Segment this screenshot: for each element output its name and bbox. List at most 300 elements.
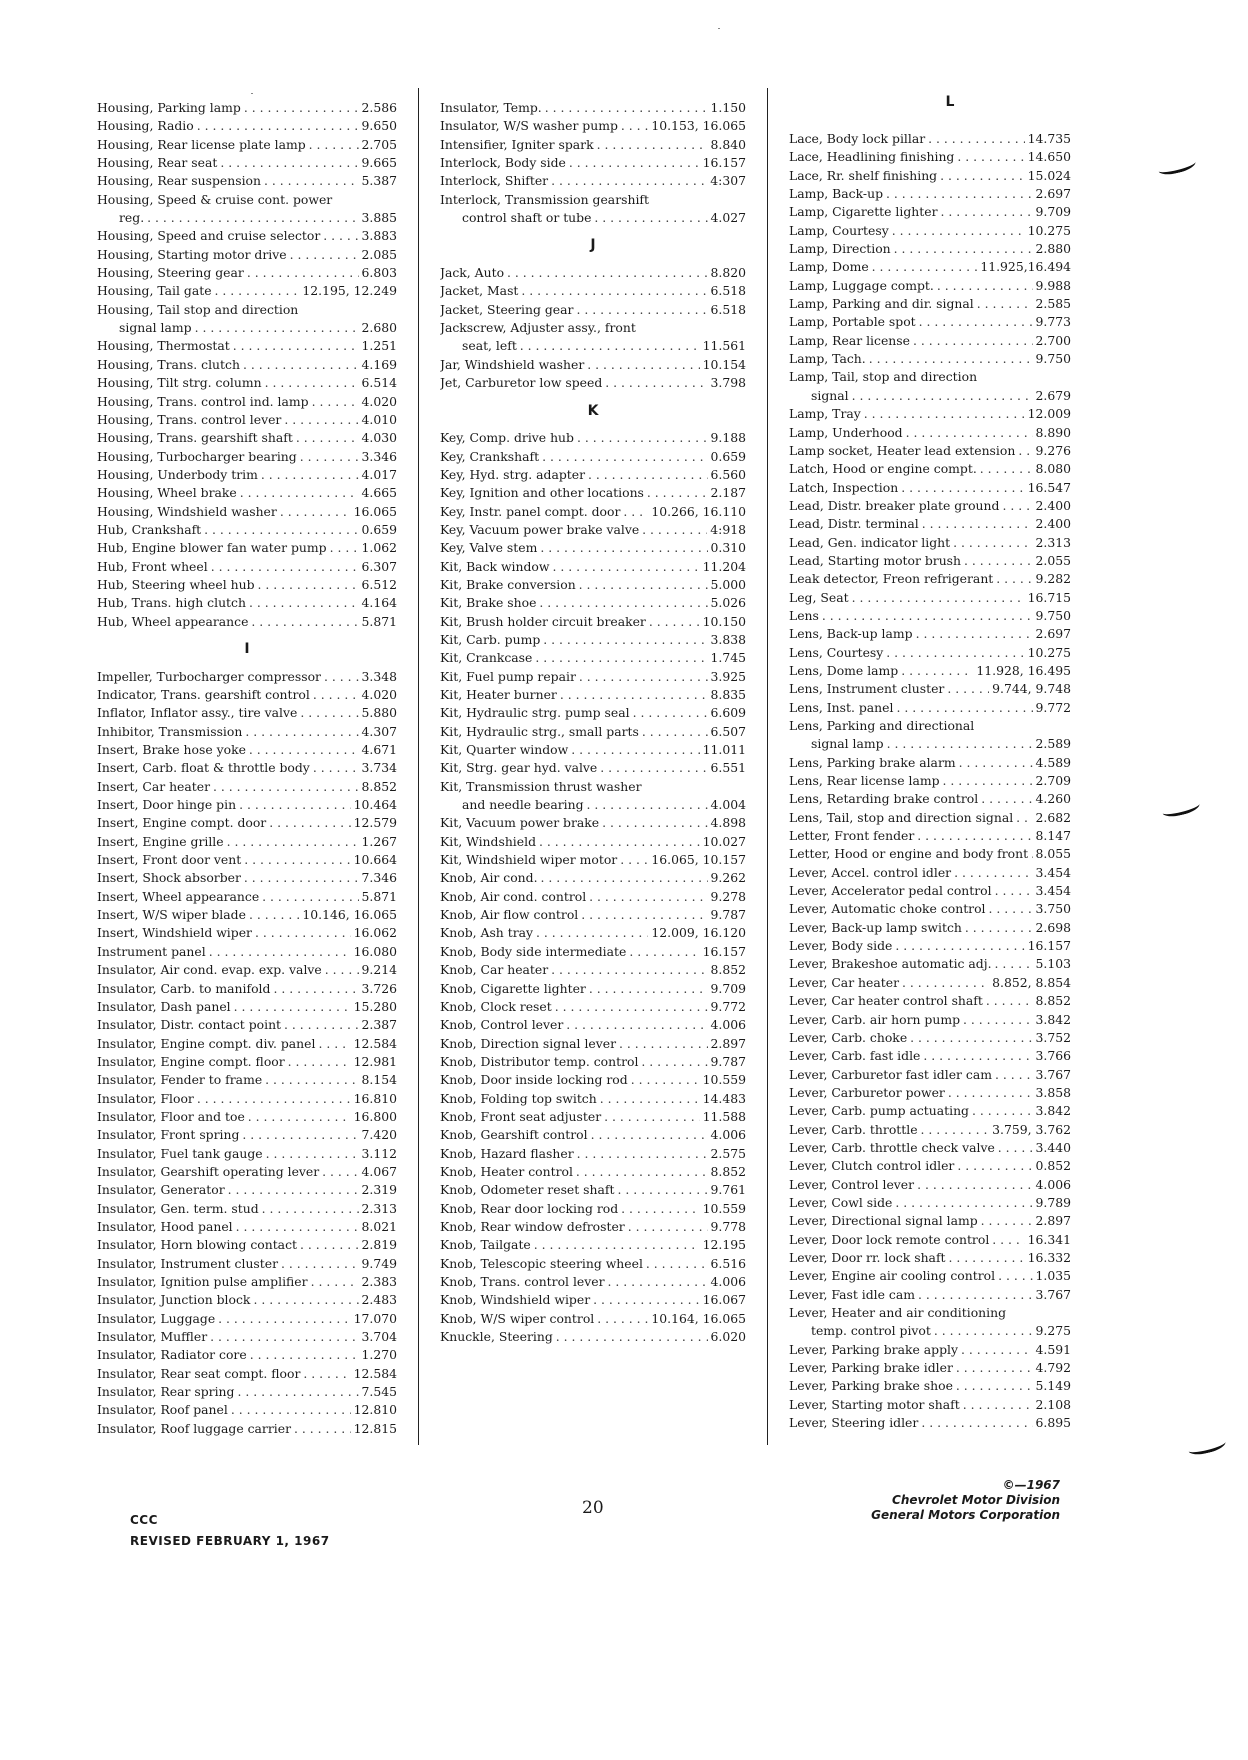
- entry-label: Insulator, Muffler: [97, 1329, 208, 1345]
- index-entry: [440, 172, 746, 190]
- leader-dots: [553, 558, 700, 576]
- entry-value: 9.772: [710, 998, 746, 1014]
- entry-label: Knob, Telescopic steering wheel: [440, 1255, 643, 1271]
- entry-label: Leak detector, Freon refrigerant: [789, 571, 994, 587]
- leader-dots: [318, 1035, 350, 1053]
- index-entry: [97, 1035, 397, 1053]
- index-entry: [440, 668, 746, 686]
- index-entry: [97, 337, 397, 355]
- leader-dots: [631, 1071, 700, 1089]
- entry-value: 10.150: [702, 613, 746, 629]
- entry-value: 16.810: [353, 1090, 397, 1106]
- entry-value: 8.852, 8.854: [992, 974, 1071, 990]
- entry-value: 2.585: [1035, 296, 1071, 312]
- entry-label: Lamp, Tray: [789, 406, 861, 422]
- leader-dots: [261, 466, 359, 484]
- leader-dots: [852, 589, 1025, 607]
- index-entry: [789, 589, 1071, 607]
- entry-label: Knob, Direction signal lever: [440, 1035, 616, 1051]
- index-entry: [97, 1273, 397, 1291]
- index-entry: [440, 136, 746, 154]
- entry-value: 9.262: [710, 870, 746, 886]
- entry-value: 4.792: [1035, 1360, 1071, 1376]
- entry-label: Insulator, Radiator core: [97, 1347, 247, 1363]
- entry-label: Kit, Brush holder circuit breaker: [440, 613, 646, 629]
- index-entry: [789, 167, 1071, 185]
- index-entry: [440, 631, 746, 649]
- entry-label: Insulator, Roof panel: [97, 1402, 228, 1418]
- entry-value: 15.280: [353, 998, 397, 1014]
- leader-dots: [294, 1420, 351, 1438]
- leader-dots: [311, 1273, 359, 1291]
- index-entry: [97, 172, 397, 190]
- leader-dots: [886, 644, 1024, 662]
- entry-value: 14.483: [702, 1090, 746, 1106]
- entry-value: 12.810: [353, 1402, 397, 1418]
- entry-label: Kit, Brake shoe: [440, 595, 537, 611]
- leader-dots: [577, 1145, 708, 1163]
- leader-dots: [577, 429, 708, 447]
- entry-value: 9.778: [710, 1218, 746, 1234]
- leader-dots: [284, 1016, 358, 1034]
- index-entry: [440, 154, 746, 172]
- leader-dots: [981, 1212, 1033, 1230]
- index-entry: [789, 148, 1071, 166]
- entry-label: Housing, Rear seat: [97, 155, 218, 171]
- index-entry: [789, 699, 1071, 717]
- entry-label: Lever, Directional signal lamp: [789, 1213, 978, 1229]
- entry-label: Insert, Front door vent: [97, 852, 242, 868]
- leader-dots: [290, 246, 359, 264]
- leader-dots: [589, 888, 707, 906]
- leader-dots: [956, 1359, 1033, 1377]
- leader-dots: [541, 869, 708, 887]
- leader-dots: [621, 1200, 700, 1218]
- leader-dots: [262, 888, 358, 906]
- index-entry: [789, 1267, 1071, 1285]
- index-entry: [97, 1145, 397, 1163]
- entry-value: 9.789: [1035, 1194, 1071, 1210]
- entry-value: 4.006: [710, 1127, 746, 1143]
- index-entry: [97, 906, 397, 924]
- entry-value: 2.698: [1035, 919, 1071, 935]
- index-entry: [440, 503, 746, 521]
- leader-dots: [265, 374, 359, 392]
- index-entry: [97, 1310, 397, 1328]
- entry-label: Letter, Front fender: [789, 828, 915, 844]
- entry-label: Housing, Trans. gearshift shaft: [97, 430, 293, 446]
- index-entry: [789, 570, 1071, 588]
- entry-label: Jack, Auto: [440, 265, 505, 281]
- leader-dots: [213, 778, 359, 796]
- entry-value: 2.313: [361, 1200, 397, 1216]
- leader-dots: [536, 924, 648, 942]
- entry-label: signal: [811, 387, 849, 403]
- footer-copyright: ©—1967: [1002, 1478, 1060, 1492]
- entry-value: 4.260: [1035, 791, 1071, 807]
- leader-dots: [234, 998, 351, 1016]
- entry-label: Latch, Inspection: [789, 479, 899, 495]
- entry-label: Insulator, Generator: [97, 1182, 225, 1198]
- entry-value: 2.085: [361, 246, 397, 262]
- entry-value: 4.067: [361, 1163, 397, 1179]
- leader-dots: [197, 1090, 351, 1108]
- leader-dots: [892, 222, 1025, 240]
- index-entry: [789, 368, 1071, 386]
- index-entry: [789, 772, 1071, 790]
- entry-label: Lever, Parking brake idler: [789, 1360, 953, 1376]
- index-entry: [789, 515, 1071, 533]
- leader-dots: [902, 974, 989, 992]
- index-entry: [97, 1420, 397, 1438]
- entry-value: 2.682: [1035, 809, 1071, 825]
- entry-label: Hub, Trans. high clutch: [97, 595, 246, 611]
- index-entry: [789, 1322, 1071, 1340]
- leader-dots: [928, 130, 1025, 148]
- leader-dots: [242, 1126, 358, 1144]
- entry-label: Hub, Front wheel: [97, 558, 208, 574]
- entry-label: Kit, Heater burner: [440, 687, 557, 702]
- entry-label: Lamp socket, Heater lead extension: [789, 442, 1016, 458]
- index-entry: [440, 998, 746, 1016]
- leader-dots: [901, 479, 1024, 497]
- index-entry: [440, 558, 746, 576]
- entry-label: Insert, Carb. float & throttle body: [97, 760, 310, 776]
- entry-value: 3.883: [361, 228, 397, 244]
- index-entry: [97, 1163, 397, 1181]
- leader-dots: [965, 919, 1033, 937]
- entry-value: 9.650: [361, 118, 397, 134]
- index-entry: [789, 790, 1071, 808]
- scan-speck: [718, 28, 720, 29]
- entry-value: 3.752: [1035, 1029, 1071, 1045]
- index-entry: [789, 974, 1071, 992]
- entry-label: Knob, Door inside locking rod: [440, 1072, 628, 1088]
- entry-value: 2.589: [1035, 736, 1071, 752]
- footer-revision-date: REVISED FEBRUARY 1, 1967: [130, 1534, 330, 1548]
- index-entry: [440, 1145, 746, 1163]
- section-letter: J: [590, 237, 596, 254]
- entry-label: Kit, Windshield: [440, 833, 536, 849]
- leader-dots: [296, 429, 359, 447]
- entry-label: Lead, Distr. breaker plate ground: [789, 497, 1000, 513]
- leader-dots: [300, 448, 359, 466]
- index-entry: [440, 1035, 746, 1053]
- leader-dots: [593, 1291, 700, 1309]
- index-entry: [97, 227, 397, 245]
- entry-label: control shaft or tube: [462, 210, 592, 226]
- entry-label: Lever, Carb. pump actuating: [789, 1103, 969, 1119]
- entry-value: 7.420: [361, 1127, 397, 1143]
- entry-value: 3.885: [361, 210, 397, 226]
- leader-dots: [961, 1341, 1033, 1359]
- entry-value: 2.880: [1035, 241, 1071, 257]
- index-entry: [440, 484, 746, 502]
- entry-label: Letter, Hood or engine and body front: [789, 846, 1029, 862]
- index-entry: [440, 594, 746, 612]
- index-entry: [440, 117, 746, 135]
- leader-dots: [250, 1346, 359, 1364]
- leader-dots: [949, 1249, 1025, 1267]
- leader-dots: [309, 136, 359, 154]
- entry-label: signal lamp: [119, 320, 192, 336]
- leader-dots: [576, 301, 707, 319]
- entry-label: Lens: [789, 607, 819, 623]
- leader-dots: [244, 851, 350, 869]
- entry-value: 5.103: [1035, 956, 1071, 972]
- entry-value: 3.346: [361, 448, 397, 464]
- index-entry: [97, 869, 397, 887]
- leader-dots: [520, 337, 700, 355]
- entry-label: Insert, Shock absorber: [97, 870, 241, 886]
- leader-dots: [243, 356, 359, 374]
- entry-value: 2.400: [1035, 516, 1071, 532]
- entry-label: Lever, Carburetor fast idler cam: [789, 1066, 992, 1082]
- entry-value: 4.589: [1035, 754, 1071, 770]
- footer-corporation: General Motors Corporation: [871, 1508, 1060, 1522]
- entry-value: 7.545: [361, 1384, 397, 1400]
- entry-label: Lens, Retarding brake control: [789, 791, 979, 807]
- leader-dots: [918, 1286, 1033, 1304]
- entry-label: Knob, W/S wiper control: [440, 1310, 595, 1326]
- leader-dots: [594, 209, 707, 227]
- index-entry: [440, 282, 746, 300]
- leader-dots: [600, 759, 707, 777]
- leader-dots: [980, 460, 1033, 478]
- entry-label: Lens, Inst. panel: [789, 699, 894, 715]
- leader-dots: [265, 1071, 358, 1089]
- entry-value: 15.024: [1027, 167, 1071, 183]
- entry-value: 2.897: [710, 1035, 746, 1051]
- entry-value: 2.187: [710, 485, 746, 501]
- index-entry: [440, 319, 746, 337]
- entry-label: Kit, Transmission thrust washer: [440, 778, 642, 794]
- entry-label: Insulator, Junction block: [97, 1292, 251, 1308]
- index-entry: [789, 1157, 1071, 1175]
- entry-label: Lace, Rr. shelf finishing: [789, 167, 938, 183]
- index-entry: [440, 1218, 746, 1236]
- index-entry: [789, 919, 1071, 937]
- leader-dots: [995, 1066, 1033, 1084]
- entry-label: Lens, Parking and directional: [789, 718, 975, 733]
- entry-value: 12.584: [353, 1365, 397, 1381]
- entry-value: 4.027: [710, 210, 746, 226]
- entry-label: Interlock, Shifter: [440, 173, 549, 189]
- entry-label: Knob, Air flow control: [440, 907, 579, 923]
- leader-dots: [981, 790, 1032, 808]
- entry-label: Kit, Quarter window: [440, 742, 569, 758]
- entry-value: 2.700: [1035, 332, 1071, 348]
- entry-value: 4:307: [710, 173, 746, 189]
- entry-label: Hub, Engine blower fan water pump: [97, 540, 327, 556]
- index-entry: [97, 961, 397, 979]
- entry-value: 3.454: [1035, 883, 1071, 899]
- entry-label: Kit, Windshield wiper motor: [440, 852, 618, 868]
- section-letter: L: [945, 94, 955, 110]
- index-entry: [440, 1291, 746, 1309]
- leader-dots: [249, 594, 359, 612]
- index-entry: [440, 1071, 746, 1089]
- leader-dots: [940, 167, 1025, 185]
- leader-dots: [977, 295, 1033, 313]
- footer-right: [871, 1478, 1060, 1523]
- leader-dots: [231, 1401, 351, 1419]
- entry-value: 11.928, 16.495: [976, 662, 1071, 678]
- entry-value: 2.383: [361, 1274, 397, 1289]
- index-entry: [789, 479, 1071, 497]
- entry-value: 11.204: [702, 558, 746, 574]
- entry-value: 3.348: [361, 668, 397, 684]
- index-entry: [789, 1102, 1071, 1120]
- entry-label: Housing, Underbody trim: [97, 466, 258, 482]
- entry-value: 4.020: [361, 393, 397, 409]
- entry-value: 3.798: [710, 375, 746, 391]
- leader-dots: [608, 1273, 708, 1291]
- entry-label: Lamp, Underhood: [789, 424, 903, 440]
- index-entry: [789, 1231, 1071, 1249]
- entry-label: Intensifier, Igniter spark: [440, 136, 594, 152]
- entry-value: 12.815: [353, 1420, 397, 1436]
- leader-dots: [947, 680, 989, 698]
- index-entry: [789, 332, 1071, 350]
- index-entry: [97, 1365, 397, 1383]
- index-entry: [789, 313, 1071, 331]
- entry-value: 9.787: [710, 907, 746, 923]
- entry-value: 2.108: [1035, 1396, 1071, 1412]
- entry-value: 4.665: [361, 485, 397, 501]
- leader-dots: [959, 754, 1033, 772]
- index-entry: [789, 387, 1071, 405]
- index-entry: [97, 1328, 397, 1346]
- index-entry: [789, 534, 1071, 552]
- entry-label: Lever, Carb. air horn pump: [789, 1011, 961, 1027]
- entry-label: Insulator, Floor: [97, 1090, 194, 1106]
- index-entry: [440, 796, 746, 814]
- entry-label: Knob, Air cond.: [440, 870, 538, 886]
- leader-dots: [262, 1200, 359, 1218]
- entry-value: 12.981: [353, 1053, 397, 1069]
- entry-label: Knob, Heater control: [440, 1163, 573, 1179]
- entry-value: 1.062: [361, 540, 397, 556]
- index-entry: [440, 704, 746, 722]
- entry-label: Kit, Hydraulic strg., small parts: [440, 723, 639, 739]
- index-entry: [97, 1108, 397, 1126]
- leader-dots: [948, 1084, 1033, 1102]
- entry-value: 6.551: [710, 760, 746, 776]
- entry-value: 3.842: [1035, 1103, 1071, 1119]
- index-entry: [789, 1121, 1071, 1139]
- entry-label: Hub, Steering wheel hub: [97, 576, 255, 592]
- index-entry: [789, 754, 1071, 772]
- leader-dots: [245, 723, 358, 741]
- leader-dots: [921, 1121, 990, 1139]
- index-entry: [97, 888, 397, 906]
- leader-dots: [957, 148, 1024, 166]
- leader-dots: [288, 1053, 351, 1071]
- entry-label: Indicator, Trans. gearshift control: [97, 687, 310, 702]
- entry-value: 5.871: [361, 613, 397, 629]
- leader-dots: [266, 1145, 359, 1163]
- index-entry: [440, 337, 746, 355]
- index-entry: [789, 497, 1071, 515]
- binder-mark-3: [1187, 1436, 1227, 1458]
- entry-value: 2.680: [361, 320, 397, 336]
- index-entry: [440, 888, 746, 906]
- leader-dots: [218, 1310, 350, 1328]
- leader-dots: [264, 172, 359, 190]
- entry-label: Inhibitor, Transmission: [97, 723, 243, 739]
- leader-dots: [312, 393, 359, 411]
- index-entry: [789, 1377, 1071, 1395]
- leader-dots: [869, 350, 1033, 368]
- entry-label: Hub, Crankshaft: [97, 521, 202, 537]
- entry-value: 8.890: [1035, 424, 1071, 440]
- entry-value: 8.852: [361, 778, 397, 794]
- entry-label: Lead, Starting motor brush: [789, 552, 962, 568]
- index-entry: [97, 1236, 397, 1254]
- entry-label: Housing, Tilt strg. column: [97, 375, 262, 391]
- leader-dots: [605, 374, 707, 392]
- index-entry: [440, 1255, 746, 1273]
- entry-value: 2.387: [361, 1017, 397, 1033]
- leader-dots: [195, 319, 359, 337]
- entry-label: Knob, Gearshift control: [440, 1127, 588, 1143]
- entry-value: 14.735: [1027, 131, 1071, 146]
- entry-value: 8.820: [710, 265, 746, 281]
- leader-dots: [204, 521, 358, 539]
- entry-label: Lens, Courtesy: [789, 644, 884, 660]
- entry-value: 2.319: [361, 1182, 397, 1198]
- index-entry: [97, 374, 397, 392]
- leader-dots: [300, 1236, 359, 1254]
- entry-label: Key, Hyd. strg. adapter: [440, 466, 586, 482]
- leader-dots: [998, 1139, 1033, 1157]
- entry-label: Housing, Starting motor drive: [97, 246, 287, 262]
- entry-label: Insert, Windshield wiper: [97, 925, 252, 941]
- entry-value: 9.761: [710, 1182, 746, 1198]
- leader-dots: [587, 796, 708, 814]
- leader-dots: [269, 814, 350, 832]
- entry-value: 1.150: [710, 100, 746, 115]
- leader-dots: [581, 906, 707, 924]
- entry-label: Housing, Tail gate: [97, 283, 212, 299]
- entry-value: 4:918: [710, 521, 746, 537]
- page-number: 20: [582, 1498, 604, 1518]
- entry-label: Lens, Dome lamp: [789, 662, 899, 678]
- leader-dots: [521, 282, 707, 300]
- index-entry: [789, 900, 1071, 918]
- index-entry: [789, 1139, 1071, 1157]
- entry-value: 5.026: [710, 595, 746, 611]
- entry-value: 16.065: [353, 503, 397, 519]
- leader-dots: [215, 282, 300, 300]
- leader-dots: [534, 1236, 700, 1254]
- leader-dots: [579, 668, 708, 686]
- entry-label: Lever, Automatic choke control: [789, 901, 986, 917]
- entry-label: Lamp, Rear license: [789, 332, 910, 348]
- leader-dots: [872, 258, 978, 276]
- index-entry: [440, 539, 746, 557]
- entry-value: 8.840: [710, 136, 746, 152]
- index-entry: [97, 503, 397, 521]
- entry-label: Kit, Strg. gear hyd. valve: [440, 760, 598, 776]
- index-entry: [97, 1346, 397, 1364]
- index-entry: [97, 1090, 397, 1108]
- entry-value: 9.276: [1035, 442, 1071, 458]
- entry-value: 16.065, 10.157: [651, 852, 746, 868]
- entry-label: Lever, Door lock remote control: [789, 1231, 990, 1247]
- leader-dots: [240, 484, 359, 502]
